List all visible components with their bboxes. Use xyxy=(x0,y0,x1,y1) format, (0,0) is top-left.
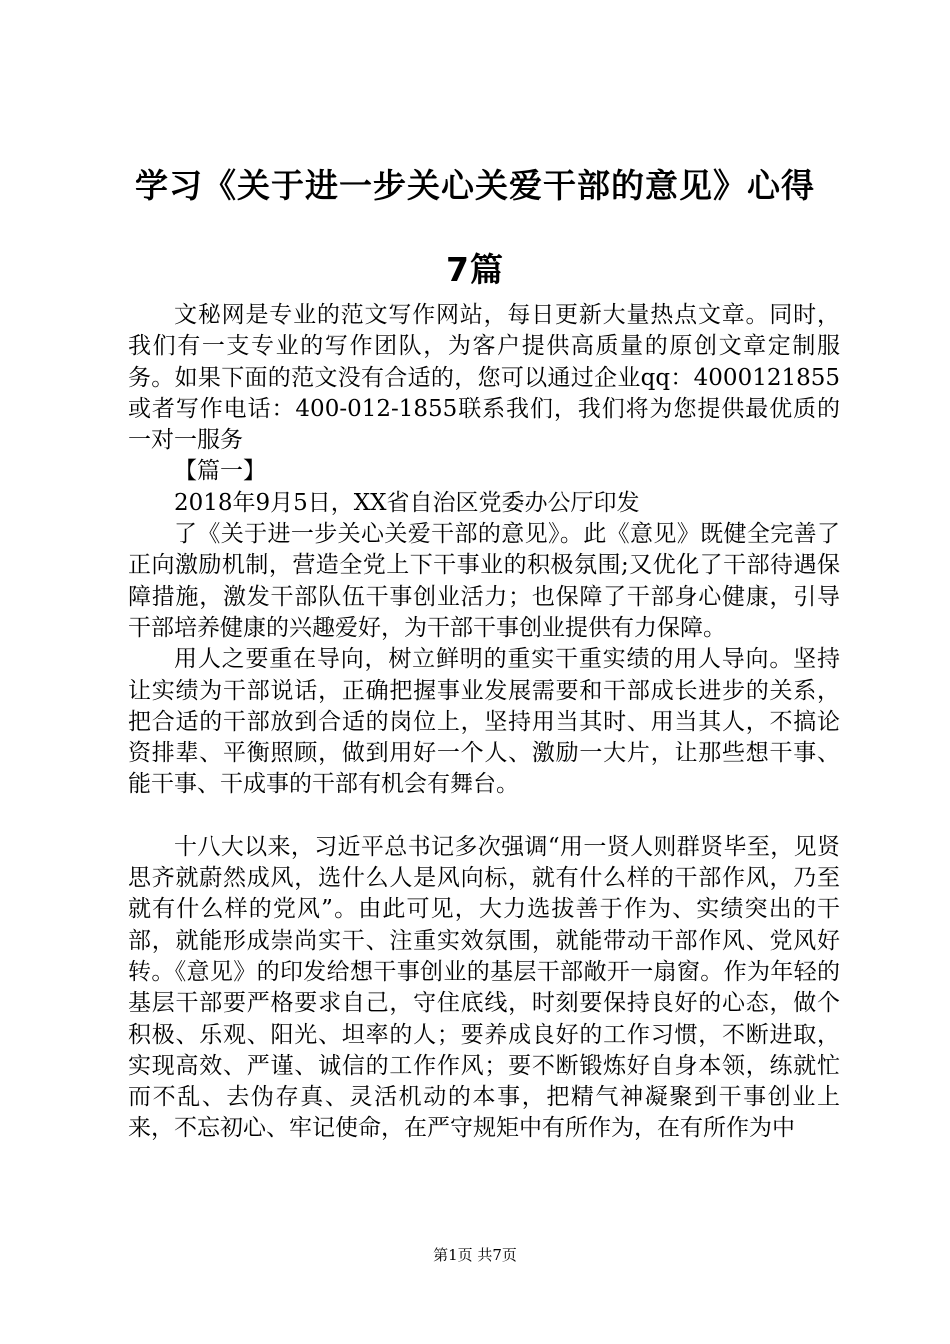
date-line: 2018年9月5日，XX省自治区党委办公厅印发 xyxy=(174,489,640,516)
page-footer: 第1页 共7页 xyxy=(433,1246,517,1264)
body-paragraph: 用人之要重在导向，树立鲜明的重实干重实绩的用人导向。坚持让实绩为干部说话，正确把握事业发展需要和干部成长进步的关系，把合适的干部放到合适的岗位上，坚持用当其时、用当其人，不搞论资排辈、平衡照顾，做到用好一个人、激励一大片，让那些想干事、能干事、干成事的干部有机会有舞台。 xyxy=(128,646,840,798)
body-paragraph: 十八大以来，习近平总书记多次强调“用一贤人则群贤毕至，见贤思齐就蔚然成风，选什么人是风向标，就有什么样的干部作风，乃至就有什么样的党风”。由此可见，大力选拔善于作为、实绩突出的干部，就能形成崇尚实干、注重实效氛围，就能带动干部作风、党风好转。《意见》的印发给想干事创业的基层干部敞开一扇窗。作为年轻的基层干部要严格要求自己，守住底线，时刻要保持良好的心态，做个积极、乐观、阳光、坦率的人；要养成良好的工作习惯，不断进取，实现高效、严谨、诚信的工作作风；要不断锻炼好自身本领，练就忙而不乱、去伪存真、灵活机动的本事，把精气神凝聚到干事创业上来，不忘初心、牢记使命，在严守规矩中有所作为，在有所作为中 xyxy=(128,833,840,1142)
document-title-continued: 7篇 xyxy=(446,250,504,289)
body-paragraph: 了《关于进一步关心关爱干部的意见》。此《意见》既健全完善了正向激励机制，营造全党上下干事业的积极氛围;又优化了干部待遇保障措施，激发干部队伍干事创业活力；也保障了干部身心健康，引导干部培养健康的兴趣爱好，为干部干事创业提供有力保障。 xyxy=(128,521,840,641)
document-title: 学习《关于进一步关心关爱干部的意见》心得 xyxy=(135,166,815,205)
intro-paragraph: 文秘网是专业的范文写作网站，每日更新大量热点文章。同时，我们有一支专业的写作团队，为客户提供高质量的原创文章定制服务。如果下面的范文没有合适的，您可以通过企业qq：4000121855或者写作电话：400-012-1855联系我们，我们将为您提供最优质的一对一服务 xyxy=(128,302,840,454)
document-body xyxy=(128,300,840,1145)
section-heading: 【篇一】 xyxy=(174,458,266,485)
